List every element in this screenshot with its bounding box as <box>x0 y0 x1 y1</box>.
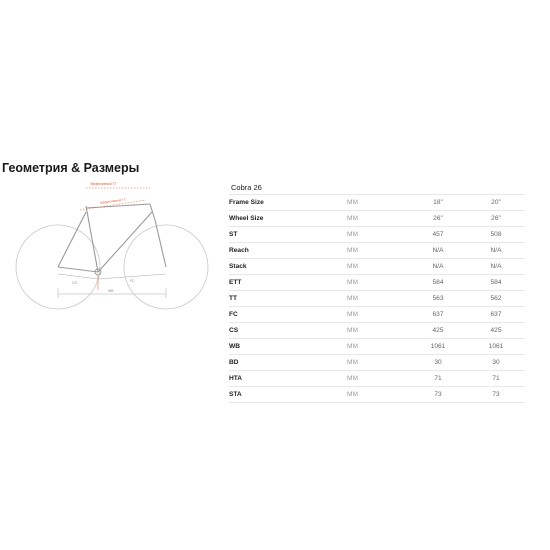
bike-geometry-diagram <box>0 178 220 313</box>
row-unit: ММ <box>347 275 409 291</box>
table-row <box>229 195 525 211</box>
row-unit: ММ <box>347 371 409 387</box>
size-18-value: 71 <box>409 371 467 387</box>
table-row <box>229 259 525 275</box>
row-unit: ММ <box>347 259 409 275</box>
size-20-value: 508 <box>467 227 525 243</box>
table-row <box>229 227 525 243</box>
row-label: Reach <box>229 243 347 259</box>
table-row <box>229 387 525 403</box>
size-18-value: 30 <box>409 355 467 371</box>
page-title: Геометрия & Размеры <box>2 161 140 175</box>
table-row <box>229 291 525 307</box>
seat-stay <box>58 212 86 267</box>
chain-stay <box>58 267 98 272</box>
row-label: Wheel Size <box>229 211 347 227</box>
size-20-value: 425 <box>467 323 525 339</box>
row-label: BD <box>229 355 347 371</box>
row-label: ST <box>229 227 347 243</box>
size-18-value: 1061 <box>409 339 467 355</box>
wb-label: WB <box>108 289 114 293</box>
table-row <box>229 355 525 371</box>
size-20-value: 71 <box>467 371 525 387</box>
size-18-value: N/A <box>409 259 467 275</box>
size-18-value: 18" <box>409 195 467 211</box>
size-20-value: N/A <box>467 243 525 259</box>
size-20-value: 584 <box>467 275 525 291</box>
row-label: ETT <box>229 275 347 291</box>
size-18-value: 73 <box>409 387 467 403</box>
down-tube <box>98 212 152 272</box>
geometry-table <box>229 194 525 403</box>
row-label: WB <box>229 339 347 355</box>
row-label: TT <box>229 291 347 307</box>
row-unit: ММ <box>347 195 409 211</box>
size-20-value: 637 <box>467 307 525 323</box>
row-unit: ММ <box>347 243 409 259</box>
head-tube <box>150 204 155 220</box>
size-18-value: 563 <box>409 291 467 307</box>
table-row <box>229 339 525 355</box>
cs-label: CS <box>72 281 77 285</box>
size-20-value: N/A <box>467 259 525 275</box>
row-unit: ММ <box>347 211 409 227</box>
row-label: STA <box>229 387 347 403</box>
size-20-value: 1061 <box>467 339 525 355</box>
size-18-value: 457 <box>409 227 467 243</box>
tt-effective-label: Эффективный ТТ <box>99 197 127 205</box>
table-row <box>229 307 525 323</box>
size-20-value: 30 <box>467 355 525 371</box>
fc-label: FC <box>130 279 135 283</box>
size-20-value: 20" <box>467 195 525 211</box>
size-18-value: N/A <box>409 243 467 259</box>
row-label: Stack <box>229 259 347 275</box>
st-effective-label: Эффективный ТТ <box>90 182 117 186</box>
size-20-value: 26" <box>467 211 525 227</box>
bike-frame-illustration <box>0 178 220 313</box>
seat-tube <box>86 206 98 272</box>
row-unit: ММ <box>347 387 409 403</box>
table-row <box>229 323 525 339</box>
table-row <box>229 371 525 387</box>
row-unit: ММ <box>347 291 409 307</box>
row-label: HTA <box>229 371 347 387</box>
size-18-value: 425 <box>409 323 467 339</box>
size-18-value: 26" <box>409 211 467 227</box>
row-label: FC <box>229 307 347 323</box>
table-row <box>229 275 525 291</box>
model-title: Cobra 26 <box>231 183 262 192</box>
row-unit: ММ <box>347 355 409 371</box>
size-18-value: 584 <box>409 275 467 291</box>
size-20-value: 73 <box>467 387 525 403</box>
size-20-value: 562 <box>467 291 525 307</box>
row-unit: ММ <box>347 227 409 243</box>
row-unit: ММ <box>347 339 409 355</box>
fork <box>155 220 166 267</box>
table-row <box>229 243 525 259</box>
row-label: CS <box>229 323 347 339</box>
frame-tubes <box>58 204 166 275</box>
size-18-value: 637 <box>409 307 467 323</box>
row-unit: ММ <box>347 323 409 339</box>
table-row <box>229 211 525 227</box>
row-unit: ММ <box>347 307 409 323</box>
row-label: Frame Size <box>229 195 347 211</box>
